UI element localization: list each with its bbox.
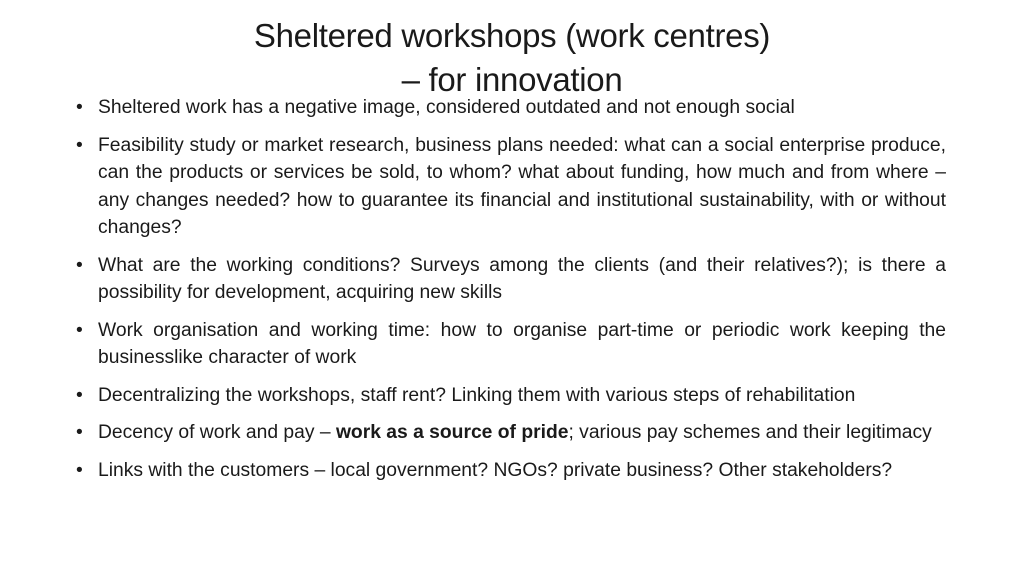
bullet-icon: • [76,319,83,341]
bullet-text-emphasis: work as a source of pride [335,422,569,443]
bullet-item [76,94,946,122]
bullet-icon: • [76,97,83,118]
slide-title-line-1: Sheltered workshops (work centres) [253,17,771,54]
bullet-item [76,457,946,485]
bullet-text: Decentralizing the workshops, staff rent? Linking them with various steps of rehabilitation [98,384,856,406]
bullet-item [76,317,946,372]
bullet-list [76,94,946,494]
slide-title-line-2: – for innovation [401,61,623,98]
slide-title [0,14,1024,102]
bullet-text: Feasibility study or market research, business plans needed: what can a social enterprise produce, can the products or services be sold, to whom? what about funding, how much and from where – any changes needed? how to guarantee its financial and institutional sustainability, with or without changes? [98,134,946,238]
bullet-item [76,419,946,447]
bullet-text-start: Decency of work and pay – [98,422,336,443]
bullet-text: Links with the customers – local government? NGOs? private business? Other stakeholders? [98,459,893,481]
bullet-icon: • [76,254,83,276]
bullet-text: Sheltered work has a negative image, considered outdated and not enough social [98,97,795,118]
bullet-item [76,252,946,307]
bullet-icon: • [76,384,83,406]
bullet-icon: • [76,459,83,481]
bullet-icon: • [76,422,83,443]
bullet-item [76,132,946,242]
bullet-text: Work organisation and working time: how to organise part-time or periodic work keeping the businesslike character of work [98,319,946,368]
bullet-icon: • [76,134,83,156]
bullet-item [76,382,946,410]
bullet-text: What are the working conditions? Surveys among the clients (and their relatives?); is there a possibility for development, acquiring new skills [98,254,946,303]
bullet-text-end: ; various pay schemes and their legitimacy [568,422,932,443]
bullet-text [98,422,932,443]
